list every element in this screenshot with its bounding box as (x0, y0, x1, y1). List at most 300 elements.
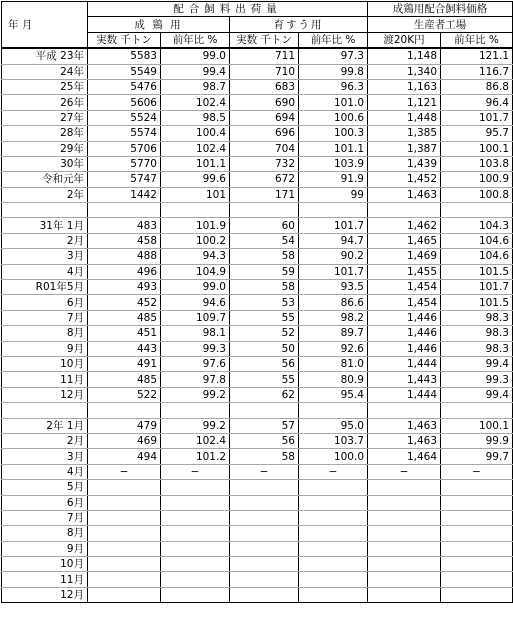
chick-qty-cell: 704 (230, 141, 299, 156)
price-yoy-cell: 100.9 (441, 172, 513, 187)
price-yoy-cell (441, 526, 513, 541)
chick-qty-cell: 711 (230, 48, 299, 64)
adult-qty-cell: 5549 (88, 64, 161, 79)
adult-qty-cell: 443 (88, 341, 161, 356)
adult-qty-cell (88, 403, 161, 418)
chick-qty-cell (230, 541, 299, 556)
price-yoy-cell: − (441, 464, 513, 479)
price-yoy-cell: 103.8 (441, 156, 513, 171)
chick-yoy-cell (299, 526, 368, 541)
adult-qty-cell: 1442 (88, 187, 161, 202)
price-cell: 1,464 (368, 449, 441, 464)
adult-yoy-cell: 99.4 (161, 64, 230, 79)
price-cell: − (368, 464, 441, 479)
price-cell: 1,443 (368, 372, 441, 387)
price-yoy-cell: 99.9 (441, 433, 513, 448)
price-yoy-cell: 98.3 (441, 326, 513, 341)
row-label: R01年5月 (2, 280, 88, 295)
chick-yoy-cell: 95.4 (299, 387, 368, 402)
chick-qty-cell (230, 587, 299, 602)
chick-qty-cell: 55 (230, 372, 299, 387)
chick-yoy-cell (299, 203, 368, 218)
chick-yoy-cell: 101.7 (299, 264, 368, 279)
chick-yoy-cell: 103.9 (299, 156, 368, 171)
chick-qty-cell: 56 (230, 433, 299, 448)
price-cell (368, 495, 441, 510)
table-row (2, 510, 513, 525)
table-row (2, 95, 513, 110)
chick-yoy-cell (299, 557, 368, 572)
row-label: 3月 (2, 249, 88, 264)
price-yoy-cell (441, 587, 513, 602)
chick-yoy-cell: − (299, 464, 368, 479)
adult-yoy-cell: 104.9 (161, 264, 230, 279)
row-label: 11月 (2, 372, 88, 387)
price-yoy-cell: 104.3 (441, 218, 513, 233)
adult-qty-cell (88, 557, 161, 572)
adult-yoy-cell (161, 203, 230, 218)
adult-qty-cell: 5747 (88, 172, 161, 187)
row-label: 10月 (2, 557, 88, 572)
table-row (2, 356, 513, 371)
price-cell: 1,446 (368, 326, 441, 341)
row-label: 2月 (2, 233, 88, 248)
adult-qty-cell (88, 203, 161, 218)
row-label: 12月 (2, 587, 88, 602)
row-label: 令和元年 (2, 172, 88, 187)
year-month-header: 年 月 (2, 2, 88, 49)
price-cell: 1,446 (368, 310, 441, 325)
adult-yoy-cell: 99.6 (161, 172, 230, 187)
price-yoy-cell: 86.8 (441, 79, 513, 94)
adult-qty-cell: 496 (88, 264, 161, 279)
table-row (2, 433, 513, 448)
price-cell: 1,455 (368, 264, 441, 279)
chick-qty-cell: 62 (230, 387, 299, 402)
chick-qty-cell: 60 (230, 218, 299, 233)
table-row (2, 495, 513, 510)
chick-qty-cell (230, 557, 299, 572)
chick-yoy-cell: 101.0 (299, 95, 368, 110)
adult-qty-header: 実数 千トン (88, 32, 161, 48)
table-row (2, 326, 513, 341)
row-label: 7月 (2, 310, 88, 325)
adult-qty-cell: 469 (88, 433, 161, 448)
price-cell (368, 572, 441, 587)
chick-qty-cell (230, 480, 299, 495)
price-cell: 1,469 (368, 249, 441, 264)
adult-qty-cell: 5574 (88, 126, 161, 141)
chick-yoy-cell: 103.7 (299, 433, 368, 448)
price-cell: 1,163 (368, 79, 441, 94)
adult-yoy-cell: 101.9 (161, 218, 230, 233)
adult-yoy-cell (161, 495, 230, 510)
table-row (2, 48, 513, 64)
chick-yoy-cell: 101.1 (299, 141, 368, 156)
row-label: 11月 (2, 572, 88, 587)
price-cell (368, 480, 441, 495)
row-label: 10月 (2, 356, 88, 371)
price-yoy-cell: 95.7 (441, 126, 513, 141)
chick-yoy-cell (299, 403, 368, 418)
price-cell: 1,340 (368, 64, 441, 79)
chick-qty-cell: 683 (230, 79, 299, 94)
price-cell: 1,385 (368, 126, 441, 141)
price-cell (368, 557, 441, 572)
adult-qty-cell: 5476 (88, 79, 161, 94)
price-yoy-cell: 98.3 (441, 341, 513, 356)
table-row (2, 403, 513, 418)
price-yoy-cell (441, 203, 513, 218)
adult-qty-cell: 485 (88, 372, 161, 387)
adult-qty-cell (88, 541, 161, 556)
adult-qty-cell: 452 (88, 295, 161, 310)
price-cell (368, 203, 441, 218)
table-row (2, 264, 513, 279)
price-cell: 1,446 (368, 341, 441, 356)
adult-yoy-header: 前年比 % (161, 32, 230, 48)
price-yoy-cell (441, 480, 513, 495)
row-label: 平成 23年 (2, 48, 88, 64)
table-row (2, 341, 513, 356)
chick-yoy-cell (299, 510, 368, 525)
row-label: 9月 (2, 541, 88, 556)
chick-qty-cell: 672 (230, 172, 299, 187)
price-yoy-cell (441, 572, 513, 587)
adult-yoy-cell: 101 (161, 187, 230, 202)
adult-yoy-cell: 100.4 (161, 126, 230, 141)
adult-qty-cell: 493 (88, 280, 161, 295)
chick-yoy-cell: 96.3 (299, 79, 368, 94)
table-row (2, 141, 513, 156)
chick-qty-header: 実数 千トン (230, 32, 299, 48)
row-label: 27年 (2, 110, 88, 125)
chick-yoy-cell (299, 572, 368, 587)
row-label: 24年 (2, 64, 88, 79)
chick-yoy-cell: 81.0 (299, 356, 368, 371)
price-yoy-header: 前年比 % (441, 32, 513, 48)
price-cell: 1,462 (368, 218, 441, 233)
price-cell: 1,387 (368, 141, 441, 156)
table-row (2, 172, 513, 187)
adult-yoy-cell: 99.2 (161, 387, 230, 402)
price-cell: 1,444 (368, 387, 441, 402)
price-header: 渡20K円 (368, 32, 441, 48)
chick-yoy-cell: 93.5 (299, 280, 368, 295)
feed-shipment-table (1, 1, 513, 603)
chick-qty-cell (230, 510, 299, 525)
table-row (2, 587, 513, 602)
price-yoy-cell: 99.3 (441, 372, 513, 387)
row-label: 2年 (2, 187, 88, 202)
price-yoy-cell: 100.8 (441, 187, 513, 202)
table-row (2, 249, 513, 264)
row-label: 3月 (2, 449, 88, 464)
price-cell: 1,463 (368, 418, 441, 433)
adult-qty-cell: 5524 (88, 110, 161, 125)
adult-yoy-cell: 102.4 (161, 433, 230, 448)
row-label (2, 403, 88, 418)
price-yoy-cell: 116.7 (441, 64, 513, 79)
price-cell (368, 541, 441, 556)
chick-qty-cell (230, 495, 299, 510)
chick-yoy-cell: 94.7 (299, 233, 368, 248)
adult-yoy-cell: 97.8 (161, 372, 230, 387)
row-label: 31年 1月 (2, 218, 88, 233)
adult-qty-cell: 491 (88, 356, 161, 371)
adult-yoy-cell: 98.7 (161, 79, 230, 94)
price-yoy-cell (441, 557, 513, 572)
price-cell: 1,463 (368, 187, 441, 202)
row-label: 26年 (2, 95, 88, 110)
chick-yoy-cell: 100.3 (299, 126, 368, 141)
adult-yoy-cell: 101.2 (161, 449, 230, 464)
adult-qty-cell (88, 495, 161, 510)
chick-qty-cell: 53 (230, 295, 299, 310)
chick-header: 育すう用 (230, 17, 368, 32)
table-row (2, 187, 513, 202)
table-row (2, 310, 513, 325)
table-row (2, 280, 513, 295)
adult-yoy-cell: 100.2 (161, 233, 230, 248)
chick-yoy-cell: 95.0 (299, 418, 368, 433)
price-cell (368, 526, 441, 541)
price-yoy-cell: 101.5 (441, 264, 513, 279)
chick-qty-cell (230, 526, 299, 541)
chick-qty-cell: 58 (230, 249, 299, 264)
chick-qty-cell (230, 572, 299, 587)
price-cell: 1,452 (368, 172, 441, 187)
adult-yoy-cell: 98.5 (161, 110, 230, 125)
adult-yoy-cell: 99.2 (161, 418, 230, 433)
row-label: 8月 (2, 526, 88, 541)
table-row (2, 557, 513, 572)
price-yoy-cell: 100.1 (441, 418, 513, 433)
row-label: 7月 (2, 510, 88, 525)
chick-qty-cell: 56 (230, 356, 299, 371)
chick-qty-cell: 50 (230, 341, 299, 356)
chick-qty-cell: 59 (230, 264, 299, 279)
chick-qty-cell: 171 (230, 187, 299, 202)
row-label: 2月 (2, 433, 88, 448)
chick-yoy-cell (299, 587, 368, 602)
adult-yoy-cell: − (161, 464, 230, 479)
price-yoy-cell: 121.1 (441, 48, 513, 64)
table-row (2, 110, 513, 125)
chick-yoy-cell: 80.9 (299, 372, 368, 387)
chick-yoy-cell: 100.6 (299, 110, 368, 125)
adult-yoy-cell: 102.4 (161, 141, 230, 156)
table-row (2, 541, 513, 556)
adult-yoy-cell (161, 557, 230, 572)
chick-qty-cell: 690 (230, 95, 299, 110)
table-row (2, 64, 513, 79)
price-cell: 1,121 (368, 95, 441, 110)
price-cell: 1,444 (368, 356, 441, 371)
chick-yoy-cell: 99 (299, 187, 368, 202)
price-yoy-cell (441, 510, 513, 525)
price-cell: 1,454 (368, 295, 441, 310)
row-label: 4月 (2, 264, 88, 279)
adult-qty-cell: 5770 (88, 156, 161, 171)
table-row (2, 526, 513, 541)
price-cell (368, 403, 441, 418)
adult-qty-cell (88, 587, 161, 602)
price-yoy-cell (441, 541, 513, 556)
shipment-group-header: 配合飼料出荷量 (88, 2, 368, 17)
chick-yoy-cell: 99.8 (299, 64, 368, 79)
chick-yoy-cell: 100.0 (299, 449, 368, 464)
chick-yoy-header: 前年比 % (299, 32, 368, 48)
row-label: 8月 (2, 326, 88, 341)
adult-yoy-cell: 97.6 (161, 356, 230, 371)
price-cell: 1,454 (368, 280, 441, 295)
chick-yoy-cell: 89.7 (299, 326, 368, 341)
table-row (2, 233, 513, 248)
price-cell: 1,465 (368, 233, 441, 248)
price-cell: 1,439 (368, 156, 441, 171)
table-row (2, 449, 513, 464)
row-label: 28年 (2, 126, 88, 141)
adult-yoy-cell (161, 526, 230, 541)
producer-factory-header: 生産者工場 (368, 17, 513, 32)
row-label: 6月 (2, 495, 88, 510)
adult-qty-cell: 5706 (88, 141, 161, 156)
chick-qty-cell: 696 (230, 126, 299, 141)
chick-yoy-cell: 98.2 (299, 310, 368, 325)
adult-yoy-cell (161, 587, 230, 602)
chick-qty-cell: 58 (230, 280, 299, 295)
price-yoy-cell: 101.7 (441, 110, 513, 125)
adult-qty-cell: 494 (88, 449, 161, 464)
adult-qty-cell: 458 (88, 233, 161, 248)
adult-yoy-cell: 109.7 (161, 310, 230, 325)
table-row (2, 387, 513, 402)
chick-yoy-cell: 97.3 (299, 48, 368, 64)
adult-yoy-cell: 101.1 (161, 156, 230, 171)
adult-qty-cell: − (88, 464, 161, 479)
table-row (2, 464, 513, 479)
adult-yoy-cell: 98.1 (161, 326, 230, 341)
row-label: 6月 (2, 295, 88, 310)
chick-yoy-cell: 86.6 (299, 295, 368, 310)
chick-yoy-cell: 101.7 (299, 218, 368, 233)
table-row (2, 203, 513, 218)
adult-yoy-cell: 102.4 (161, 95, 230, 110)
chick-yoy-cell (299, 480, 368, 495)
table-row (2, 218, 513, 233)
chick-qty-cell (230, 403, 299, 418)
adult-qty-cell (88, 572, 161, 587)
row-label: 30年 (2, 156, 88, 171)
chick-qty-cell: 57 (230, 418, 299, 433)
adult-qty-cell (88, 480, 161, 495)
adult-qty-cell: 488 (88, 249, 161, 264)
row-label: 29年 (2, 141, 88, 156)
chick-yoy-cell: 92.6 (299, 341, 368, 356)
adult-yoy-cell: 99.3 (161, 341, 230, 356)
price-cell: 1,463 (368, 433, 441, 448)
row-label: 4月 (2, 464, 88, 479)
adult-yoy-cell: 94.3 (161, 249, 230, 264)
row-label: 25年 (2, 79, 88, 94)
adult-yoy-cell (161, 510, 230, 525)
table-row (2, 418, 513, 433)
table-row (2, 572, 513, 587)
adult-qty-cell (88, 526, 161, 541)
price-yoy-cell: 104.6 (441, 249, 513, 264)
row-label: 9月 (2, 341, 88, 356)
adult-qty-cell: 451 (88, 326, 161, 341)
chick-yoy-cell: 91.9 (299, 172, 368, 187)
adult-yoy-cell (161, 403, 230, 418)
price-yoy-cell (441, 403, 513, 418)
table-row (2, 126, 513, 141)
adult-qty-cell: 522 (88, 387, 161, 402)
price-yoy-cell: 100.1 (441, 141, 513, 156)
price-yoy-cell: 99.4 (441, 356, 513, 371)
adult-qty-cell: 5583 (88, 48, 161, 64)
price-cell: 1,448 (368, 110, 441, 125)
table-row (2, 79, 513, 94)
chick-qty-cell: 54 (230, 233, 299, 248)
adult-qty-cell (88, 510, 161, 525)
chick-yoy-cell (299, 495, 368, 510)
row-label: 12月 (2, 387, 88, 402)
price-yoy-cell: 101.7 (441, 280, 513, 295)
adult-qty-cell: 5606 (88, 95, 161, 110)
chick-yoy-cell (299, 541, 368, 556)
price-yoy-cell: 98.3 (441, 310, 513, 325)
price-yoy-cell: 99.4 (441, 387, 513, 402)
price-yoy-cell: 96.4 (441, 95, 513, 110)
price-cell: 1,148 (368, 48, 441, 64)
price-cell (368, 510, 441, 525)
price-yoy-cell: 104.6 (441, 233, 513, 248)
chick-yoy-cell: 90.2 (299, 249, 368, 264)
adult-qty-cell: 483 (88, 218, 161, 233)
adult-qty-cell: 485 (88, 310, 161, 325)
row-label: 5月 (2, 480, 88, 495)
table-row (2, 372, 513, 387)
table-row (2, 295, 513, 310)
row-label: 2年 1月 (2, 418, 88, 433)
table-row (2, 156, 513, 171)
chick-qty-cell: − (230, 464, 299, 479)
price-cell (368, 587, 441, 602)
price-yoy-cell: 99.7 (441, 449, 513, 464)
adult-yoy-cell: 99.0 (161, 280, 230, 295)
table-row (2, 480, 513, 495)
price-group-header: 成鶏用配合飼料価格 (368, 2, 513, 17)
price-yoy-cell (441, 495, 513, 510)
chick-qty-cell: 694 (230, 110, 299, 125)
chick-qty-cell: 55 (230, 310, 299, 325)
adult-yoy-cell: 94.6 (161, 295, 230, 310)
adult-yoy-cell (161, 541, 230, 556)
adult-yoy-cell: 99.0 (161, 48, 230, 64)
price-yoy-cell: 101.5 (441, 295, 513, 310)
adult-qty-cell: 479 (88, 418, 161, 433)
adult-hen-header: 成 鶏 用 (88, 17, 230, 32)
chick-qty-cell (230, 203, 299, 218)
chick-qty-cell: 58 (230, 449, 299, 464)
row-label (2, 203, 88, 218)
chick-qty-cell: 710 (230, 64, 299, 79)
chick-qty-cell: 52 (230, 326, 299, 341)
adult-yoy-cell (161, 572, 230, 587)
adult-yoy-cell (161, 480, 230, 495)
